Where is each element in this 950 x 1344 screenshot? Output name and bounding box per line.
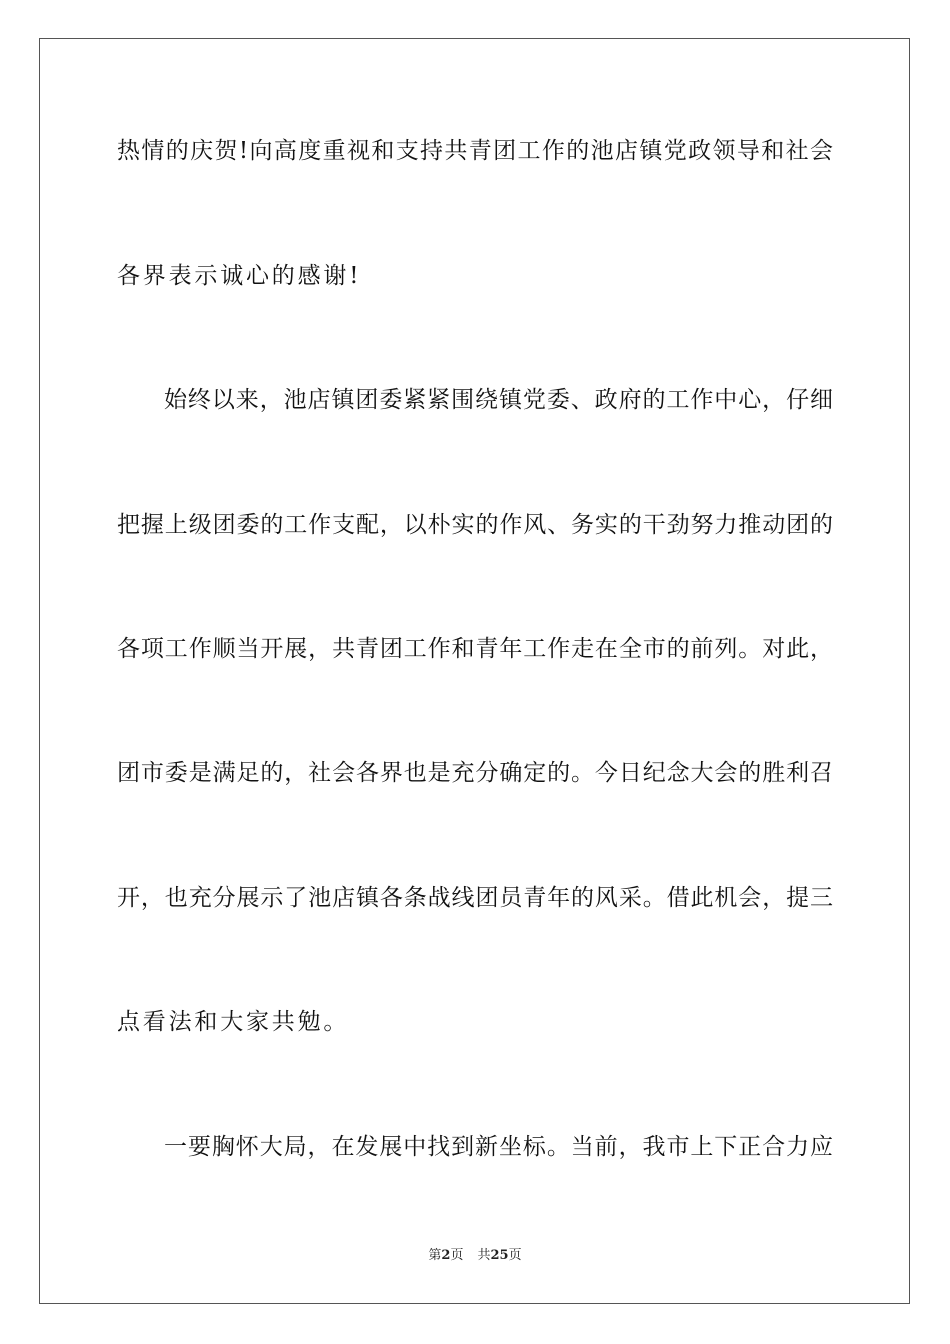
page-prefix: 第 [428, 1248, 442, 1263]
text-line: 热情的庆贺!向高度重视和支持共青团工作的池店镇党政领导和社会 [117, 138, 833, 164]
text-line: 始终以来，池店镇团委紧紧围绕镇党委、政府的工作中心，仔细 [164, 387, 833, 413]
text-line: 点看法和大家共勉。 [117, 1009, 350, 1035]
page-border [39, 38, 910, 1304]
text-line: 把握上级团委的工作支配，以朴实的作风、务实的干劲努力推动团的 [117, 512, 833, 538]
text-line: 团市委是满足的，社会各界也是充分确定的。今日纪念大会的胜利召 [117, 760, 833, 786]
page-current: 2 [441, 1248, 451, 1263]
page-unit: 页 [450, 1248, 464, 1263]
text-line: 开，也充分展示了池店镇各条战线团员青年的风采。借此机会，提三 [117, 885, 833, 911]
page-total: 25 [490, 1248, 509, 1263]
total-unit: 页 [508, 1248, 522, 1263]
total-prefix: 共 [477, 1248, 491, 1263]
text-line: 各界表示诚心的感谢! [117, 263, 362, 289]
text-line: 一要胸怀大局，在发展中找到新坐标。当前，我市上下正合力应 [164, 1134, 833, 1160]
page-footer [0, 1248, 950, 1264]
text-line: 各项工作顺当开展，共青团工作和青年工作走在全市的前列。对此， [117, 636, 833, 662]
